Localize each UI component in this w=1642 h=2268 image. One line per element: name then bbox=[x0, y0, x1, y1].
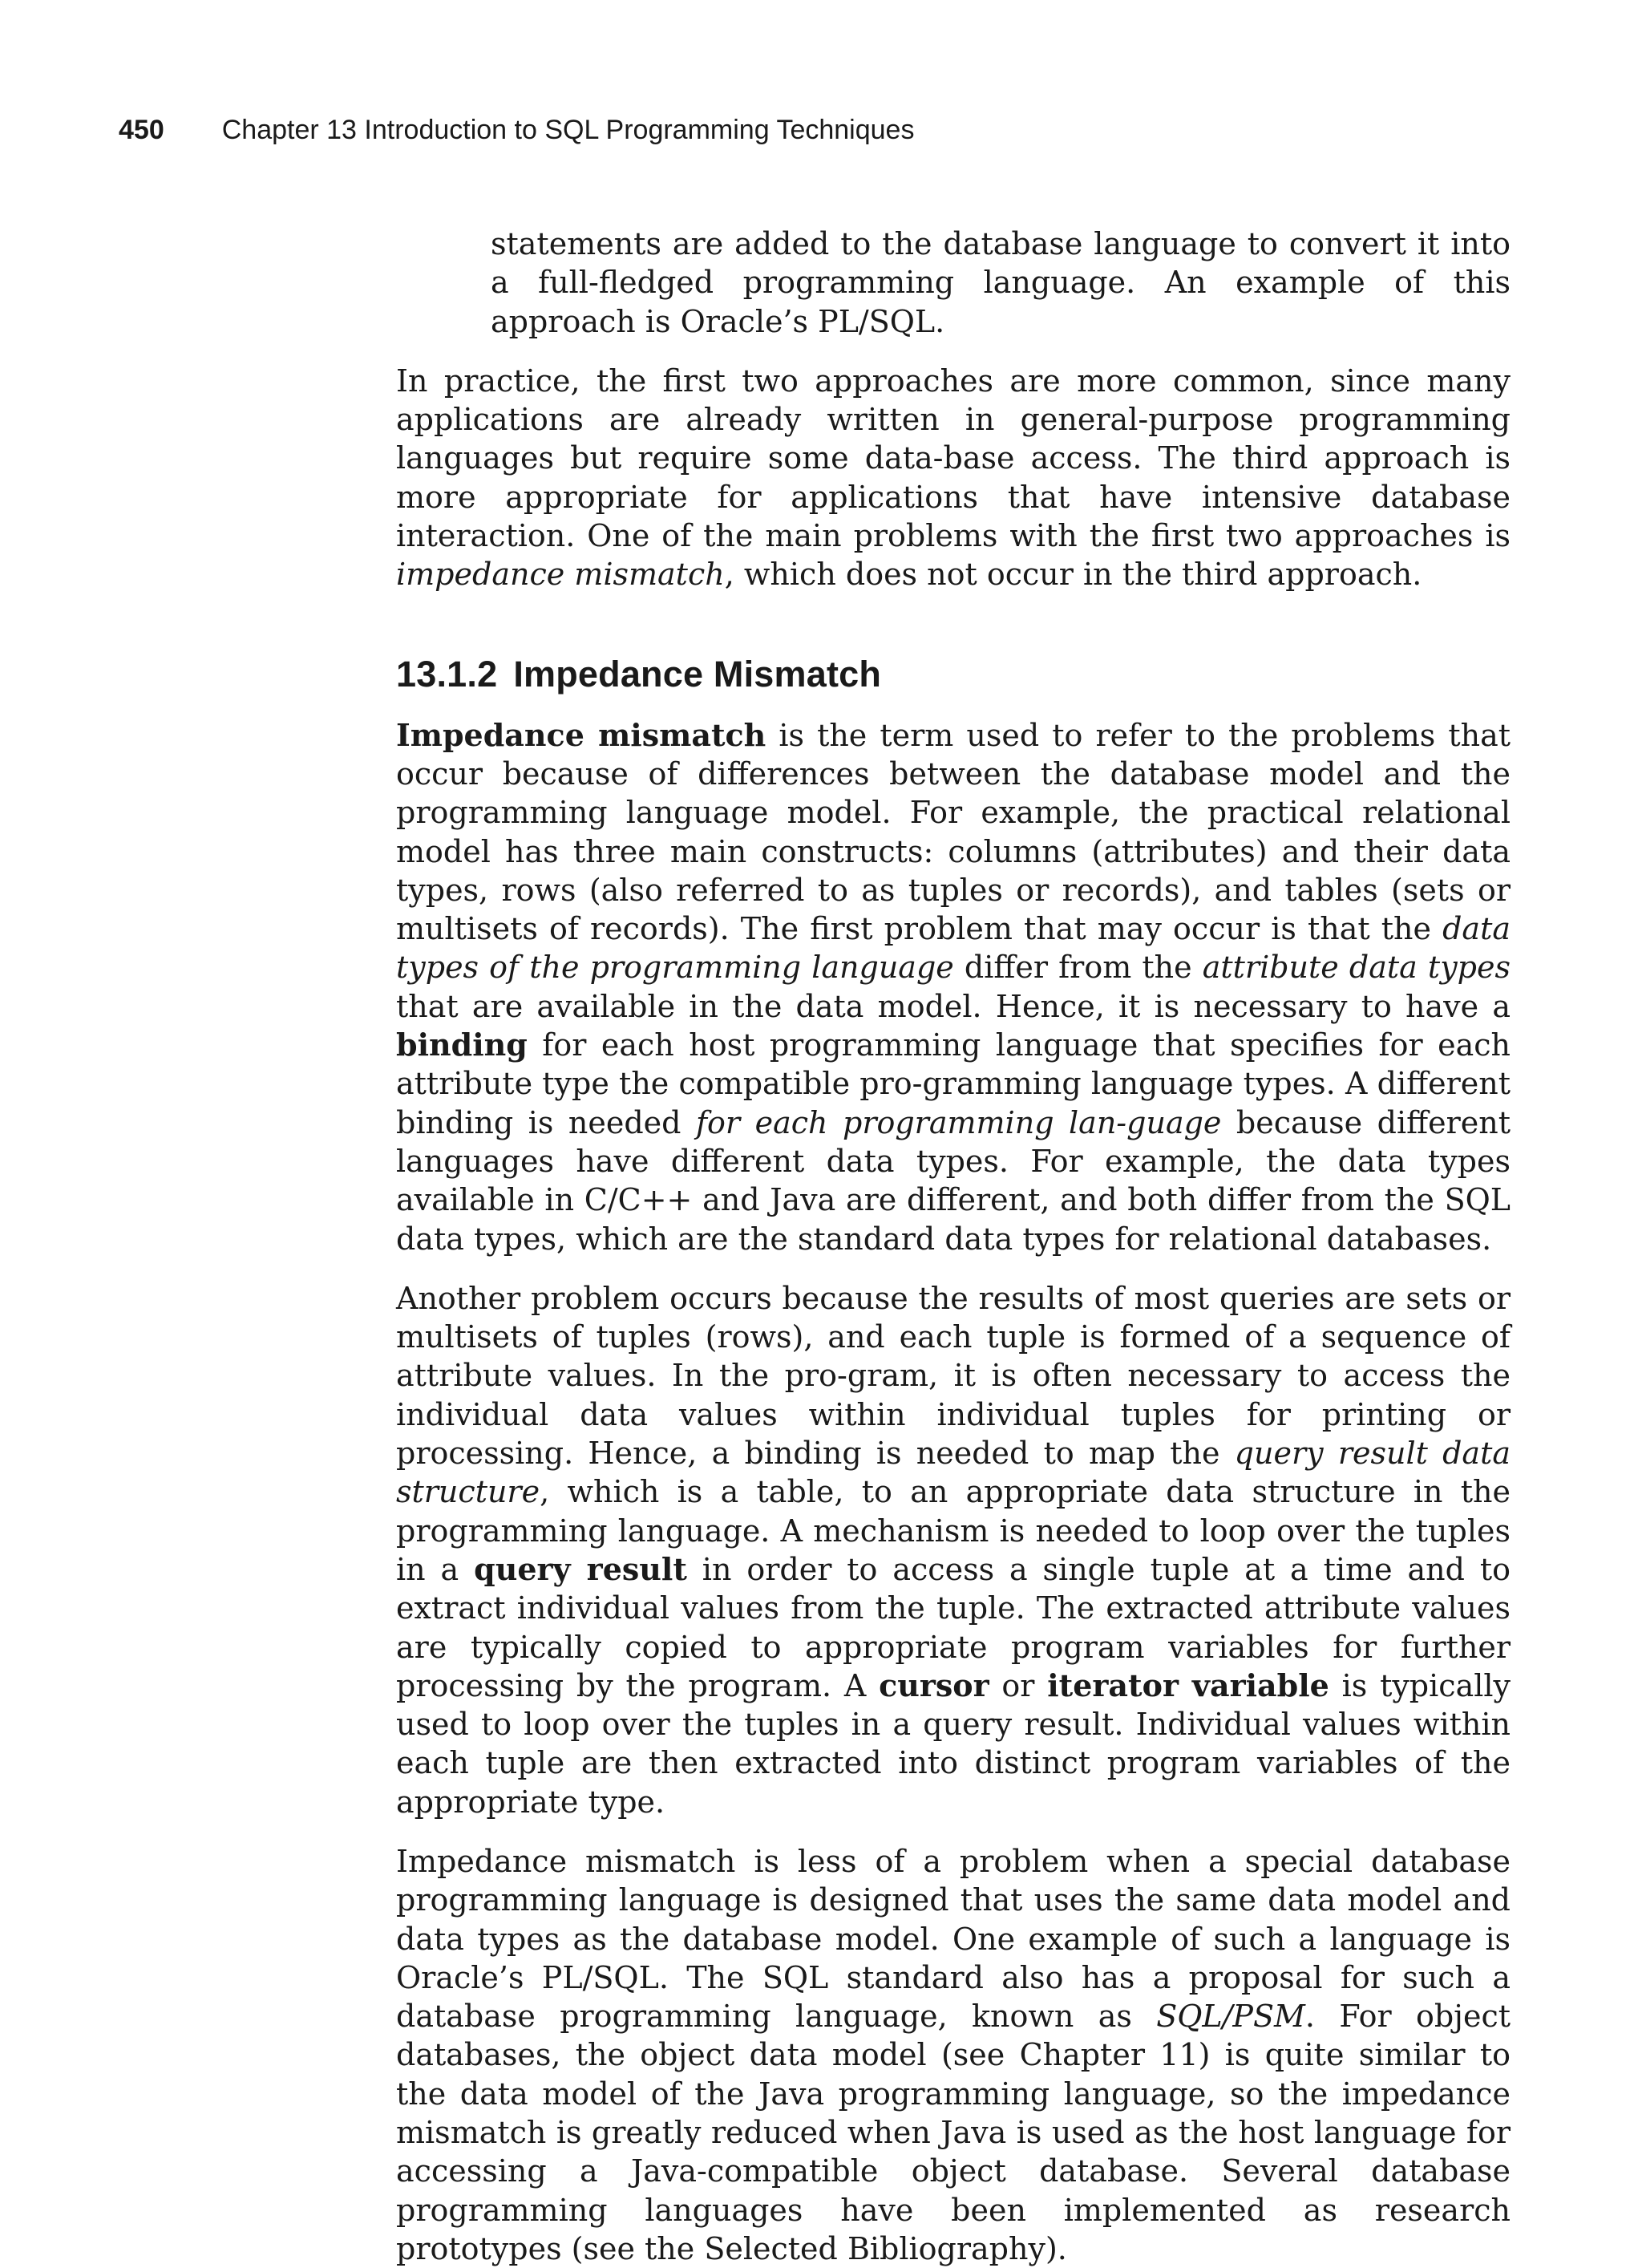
body-text bbox=[396, 225, 1511, 2268]
continued-list-item: statements are added to the database language to convert it into a full-fledged programming language. An example of this approach is Oracle’s PL/SQL. bbox=[491, 226, 1511, 339]
term-cursor: cursor bbox=[879, 1667, 989, 1703]
page-number: 450 bbox=[119, 115, 164, 145]
term-impedance-mismatch: Impedance mismatch bbox=[396, 716, 766, 753]
section-heading bbox=[396, 652, 1511, 697]
section-title: Impedance Mismatch bbox=[513, 653, 882, 695]
term-binding: binding bbox=[396, 1027, 528, 1063]
term-query-result: query result bbox=[474, 1550, 687, 1587]
section-number: 13.1.2 bbox=[396, 653, 498, 695]
paragraph-3: Impedance mismatch is less of a problem when a special database programming language is designed that uses the same data model and data types as the database model. One example of such a language is Oracle’s PL/SQL. The SQL standard also has a proposal for such a database programming language, known as SQL/PSM. For object databases, the object data model (see Chapter 11) is quite similar to the data model of the Java programming language, so the impedance mismatch is greatly reduced when Java is used as the host language for accessing a Java-compatible object database. Several database programming languages have been implemented as research prototypes (see the Selected Bibliography). bbox=[396, 1843, 1511, 2266]
paragraph-1: Impedance mismatch is the term used to refer to the problems that occur because of differences between the database model and the programming language model. For example, the practical relational model has three main constructs: columns (attributes) and their data types, rows (also referred to as tuples or records), and tables (sets or multisets of records). The first problem that may occur is that the data types of the programming language differ from the attribute data types that are available in the data model. Hence, it is necessary to have a binding for each host programming language that specifies for each attribute type the compatible pro-gramming language types. A different binding is needed for each programming lan-guage because different languages have different data types. For example, the data types available in C/C++ and Java are different, and both differ from the SQL data types, which are the standard data types for relational databases. bbox=[396, 716, 1511, 1257]
page-header bbox=[119, 115, 914, 153]
intro-paragraph: In practice, the first two approaches are more common, since many applications are already written in general-purpose programming languages but require some data-base access. The third approach is more appropriate for applications that have intensive database interaction. One of the main problems with the first two approaches is impedance mismatch, which does not occur in the third approach. bbox=[396, 362, 1511, 593]
running-title: Chapter 13 Introduction to SQL Programming Techniques bbox=[221, 115, 915, 145]
emphasis-impedance-mismatch: impedance mismatch bbox=[396, 557, 725, 593]
paragraph-2: Another problem occurs because the results of most queries are sets or multisets of tuples (rows), and each tuple is formed of a sequence of attribute values. In the pro-gram, it is often necessary to access the individual data values within individual tuples for printing or processing. Hence, a binding is needed to map the query result data structure, which is a table, to an appropriate data structure in the programming language. A mechanism is needed to loop over the tuples in a query result in order to access a single tuple at a time and to extract individual values from the tuple. The extracted attribute values are typically copied to appropriate program variables for further processing by the program. A cursor or iterator variable is typically used to loop over the tuples in a query result. Individual values within each tuple are then extracted into distinct program variables of the appropriate type. bbox=[396, 1280, 1511, 1820]
term-iterator-variable: iterator variable bbox=[1047, 1667, 1329, 1703]
